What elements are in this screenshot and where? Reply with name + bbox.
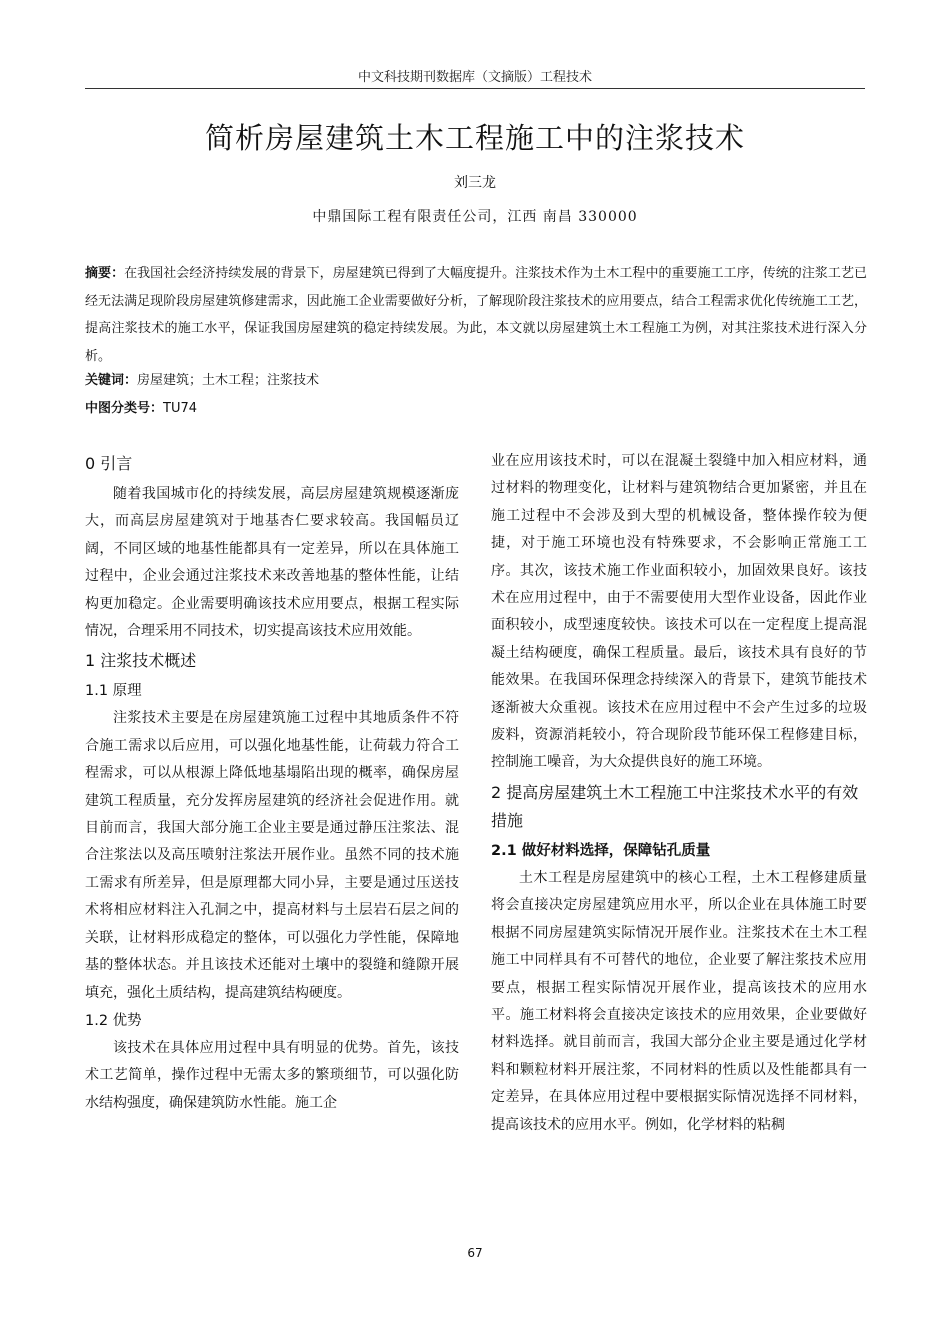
left-column (85, 448, 459, 1117)
advantage-paragraph-start: 该技术在具体应用过程中具有明显的优势。首先，该技术工艺简单，操作过程中无需太多的繁琐细节，可以强化防水结构强度，确保建筑防水性能。施工企 (85, 1039, 459, 1111)
abstract-text: 在我国社会经济持续发展的背景下，房屋建筑已得到了大幅度提升。注浆技术作为土木工程中的重要施工工序，传统的注浆工艺已经无法满足现阶段房屋建筑修建需求，因此施工企业需要做好分析，了解现阶段注浆技术的应用要点，结合工程需求优化传统施工工艺，提高注浆技术的施工水平，保证我国房屋建筑的稳定持续发展。为此，本文就以房屋建筑土木工程施工为例，对其注浆技术进行深入分析。 (85, 266, 867, 364)
running-header: 中文科技期刊数据库（文摘版）工程技术 (357, 70, 592, 85)
subsection-heading-1-2: 1.2 优势 (85, 1012, 142, 1029)
section-heading-2: 2 提高房屋建筑土木工程施工中注浆技术水平的有效措施 (491, 782, 859, 830)
keywords-text: 房屋建筑；土木工程；注浆技术 (137, 373, 320, 388)
materials-paragraph: 土木工程是房屋建筑中的核心工程，土木工程修建质量将会直接决定房屋建筑应用水平，所以企业在具体施工时要根据不同房屋建筑实际情况开展作业。注浆技术在土木工程施工中同样具有不可替代的地位，企业要了解注浆技术应用要点，根据工程实际情况开展作业，提高该技术的应用水平。施工材料将会直接决定该技术的应用效果，企业要做好材料选择。就目前而言，我国大部分企业主要是通过化学材料和颗粒材料开展注浆，不同材料的性质以及性能都具有一定差异，在具体应用过程中要根据实际情况选择不同材料，提高该技术的应用水平。例如，化学材料的粘稠 (491, 869, 867, 1133)
abstract (85, 260, 867, 370)
classification (85, 397, 865, 416)
author: 刘三龙 (454, 175, 496, 191)
paper-title: 简析房屋建筑土木工程施工中的注浆技术 (204, 121, 745, 155)
page-number: 67 (467, 1246, 483, 1260)
section-heading-1: 1 注浆技术概述 (85, 651, 197, 671)
abstract-label: 摘要： (85, 266, 125, 281)
classification-code: TU74 (163, 401, 198, 416)
keywords (85, 369, 865, 388)
principle-paragraph: 注浆技术主要是在房屋建筑施工过程中其地质条件不符合施工需求以后应用，可以强化地基性能，让荷载力符合工程需求，可以从根源上降低地基塌陷出现的概率，确保房屋建筑工程质量，充分发挥房屋建筑的经济社会促进作用。就目前而言，我国大部分施工企业主要是通过静压注浆法、混合注浆法以及高压喷射注浆法开展作业。虽然不同的技术施工需求有所差异，但是原理都大同小异，主要是通过压送技术将相应材料注入孔洞之中，提高材料与土层岩石层之间的关联，让材料形成稳定的整体，可以强化力学性能，保障地基的整体状态。并且该技术还能对土壤中的裂缝和缝隙开展填充，强化土质结构，提高建筑结构硬度。 (85, 710, 459, 1001)
section-heading-0: 0 引言 (85, 454, 133, 473)
header-rule (85, 88, 865, 89)
subsection-heading-1-1: 1.1 原理 (85, 683, 142, 700)
advantage-paragraph-continued: 业在应用该技术时，可以在混凝土裂缝中加入相应材料，通过材料的物理变化，让材料与建筑物结合更加紧密，并且在施工过程中不会涉及到大型的机械设备，整体操作较为便捷，对于施工环境也没有特殊要求，不会影响正常施工工序。其次，该技术施工作业面积较小，加固效果良好。该技术在应用过程中，由于不需要使用大型作业设备，因此作业面积较小，成型速度较快。该技术可以在一定程度上提高混凝土结构硬度，确保工程质量。最后，该技术具有良好的节能效果。在我国环保理念持续深入的背景下，建筑节能技术逐渐被大众重视。该技术在应用过程中不会产生过多的垃圾废料，资源消耗较小，符合现阶段节能环保工程修建目标，控制施工噪音，为大众提供良好的施工环境。 (491, 453, 867, 771)
affiliation: 中鼎国际工程有限责任公司，江西 南昌 330000 (312, 209, 638, 225)
keywords-label: 关键词： (85, 373, 138, 388)
right-column (491, 448, 867, 1139)
subsection-heading-2-1: 2.1 做好材料选择，保障钻孔质量 (491, 842, 711, 859)
classification-label: 中图分类号： (85, 401, 164, 416)
intro-paragraph: 随着我国城市化的持续发展，高层房屋建筑规模逐渐庞大，而高层房屋建筑对于地基杏仁要求较高。我国幅员辽阔，不同区域的地基性能都具有一定差异，所以在具体施工过程中，企业会通过注浆技术来改善地基的整体性能，让结构更加稳定。企业需要明确该技术应用要点，根据工程实际情况，合理采用不同技术，切实提高该技术应用效能。 (85, 486, 459, 640)
